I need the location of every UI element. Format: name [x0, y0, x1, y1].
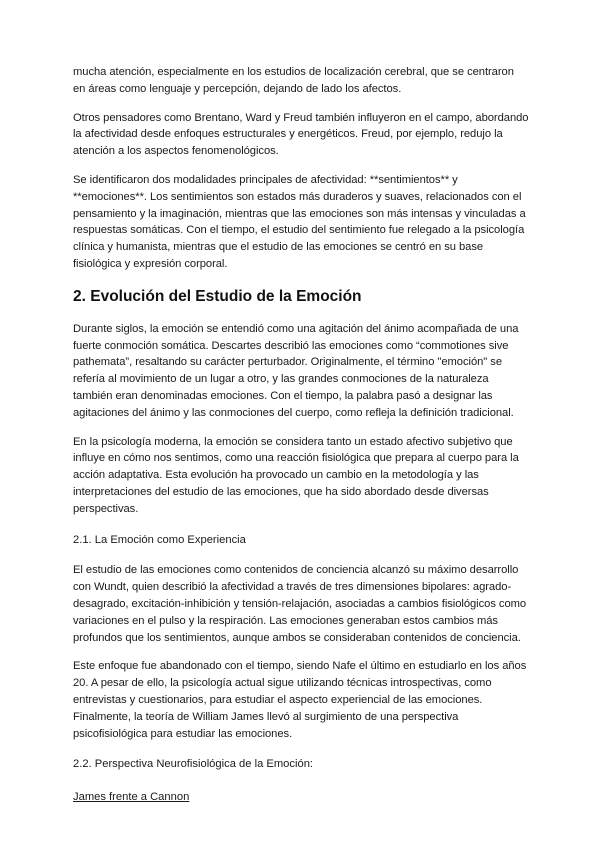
subsection-heading-experiencia: 2.1. La Emoción como Experiencia — [73, 533, 246, 546]
section-heading-evolucion: 2. Evolución del Estudio de la Emoción — [73, 287, 362, 305]
link-james-cannon[interactable]: James frente a Cannon — [73, 791, 190, 804]
paragraph-historia-emocion: Durante siglos, la emoción se entendió como una agitación del ánimo acompañada de una fuerte conmoción somática. Descartes describió las emociones como “commotiones sive pathemata”, resaltando su carácter perturbador. Originalmente, el término "emoción" se refería al movimiento de un lugar a otro, y las grandes conmociones de la naturaleza también eran denominadas emociones. Con el tiempo, la palabra pasó a designar las agitaciones del ánimo y las conmociones del cuerpo, como refleja la definición tradicional. — [73, 322, 519, 419]
paragraph-modalidades: Se identificaron dos modalidades principales de afectividad: **sentimientos** y **emociones**. Los sentimientos son estados más duraderos y suaves, relacionados con el pensamiento y la imaginación, mientras que las emociones son más intensas y vinculadas a respuestas somáticas. Con el tiempo, el estudio del sentimiento fue relegado a la psicología clínica y humanista, mientras que el estudio de las emociones se centró en su base fisiológica y expresión corporal. — [73, 173, 526, 270]
paragraph-pensadores: Otros pensadores como Brentano, Ward y Freud también influyeron en el campo, abordando la afectividad desde enfoques estructurales y energéticos. Freud, por ejemplo, redujo la atención a los aspectos fenomenológicos. — [73, 111, 529, 158]
document-page — [73, 64, 529, 806]
paragraph-nafe: Este enfoque fue abandonado con el tiempo, siendo Nafe el último en estudiarlo en los años 20. A pesar de ello, la psicología actual sigue utilizando técnicas introspectivas, como entrevistas y cuestionarios, para estudiar el aspecto experiencial de las emociones. Finalmente, la teoría de William James llevó al surgimiento de una perspectiva psicofisiológica para estudiar las emociones. — [73, 660, 527, 740]
paragraph-afectos: mucha atención, especialmente en los estudios de localización cerebral, que se centraron en áreas como lenguaje y percepción, dejando de lado los afectos. — [73, 66, 514, 95]
paragraph-wundt: El estudio de las emociones como contenidos de conciencia alcanzó su máximo desarrollo con Wundt, quien describió la afectividad a través de tres dimensiones bipolares: agrado-desagrado, excitación-inhibición y tensión-relajación, asociadas a cambios fisiológicos como variaciones en el pulso y la respiración. Las emociones generaban estos cambios más profundos que los sentimientos, aunque ambos se consideraban contenidos de conciencia. — [73, 564, 527, 644]
subsection-heading-neurofisiologica: 2.2. Perspectiva Neurofisiológica de la Emoción: — [73, 758, 314, 771]
paragraph-psicologia-moderna: En la psicología moderna, la emoción se considera tanto un estado afectivo subjetivo que influye en cómo nos sentimos, como una reacción fisiológica que prepara al cuerpo para la acción adaptativa. Esta evolución ha provocado un cambio en la metodología y las interpretaciones del estudio de las emociones, que ha sido abordado desde diversas perspectivas. — [73, 435, 519, 515]
